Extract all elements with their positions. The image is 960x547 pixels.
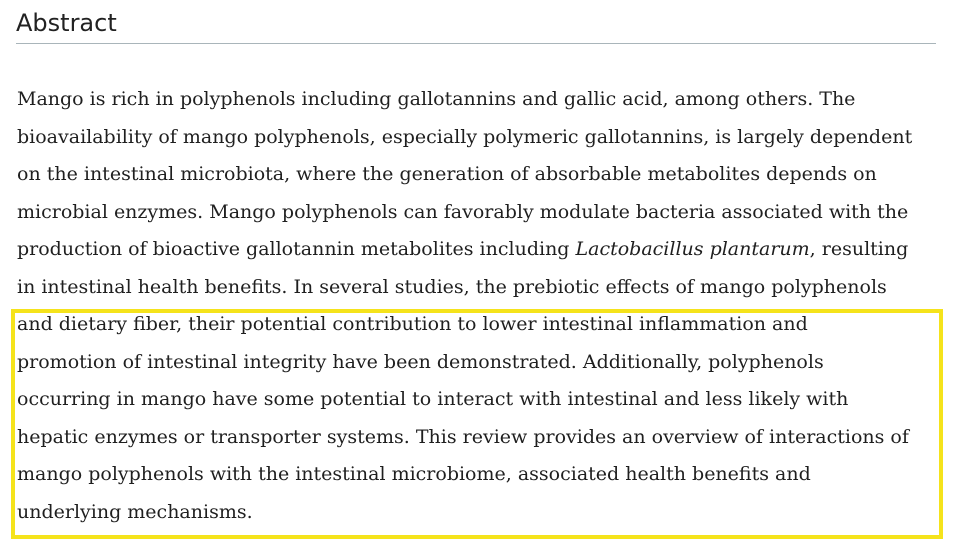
abstract-line: occurring in mango have some potential to interact with intestinal and less likely with: [17, 388, 849, 410]
abstract-line: in intestinal health benefits. In several studies, the prebiotic effects of mango polyphenols: [17, 275, 887, 298]
abstract-line: Mango is rich in polyphenols including gallotannins and gallic acid, among others. The: [17, 88, 856, 110]
abstract-paragraph: [17, 81, 947, 531]
abstract-line: mango polyphenols with the intestinal microbiome, associated health benefits and: [17, 463, 811, 485]
abstract-line: hepatic enzymes or transporter systems. This review provides an overview of interactions of: [17, 425, 909, 448]
abstract-line: bioavailability of mango polyphenols, especially polymeric gallotannins, is largely dependent: [17, 125, 913, 148]
section-heading: Abstract: [16, 6, 936, 44]
abstract-line: promotion of intestinal integrity have been demonstrated. Additionally, polyphenols: [17, 350, 824, 373]
species-name: Lactobacillus plantarum: [575, 238, 810, 260]
abstract-line: [17, 231, 947, 269]
abstract-line: microbial enzymes. Mango polyphenols can favorably modulate bacteria associated with the: [17, 200, 909, 223]
abstract-line: on the intestinal microbiota, where the generation of absorbable metabolites depends on: [17, 163, 877, 185]
abstract-line: and dietary fiber, their potential contribution to lower intestinal inflammation and: [17, 313, 808, 335]
abstract-line: underlying mechanisms.: [17, 500, 253, 523]
abstract-text-segment: production of bioactive gallotannin metabolites including: [17, 238, 576, 260]
abstract-text-segment: , resulting: [809, 238, 909, 260]
